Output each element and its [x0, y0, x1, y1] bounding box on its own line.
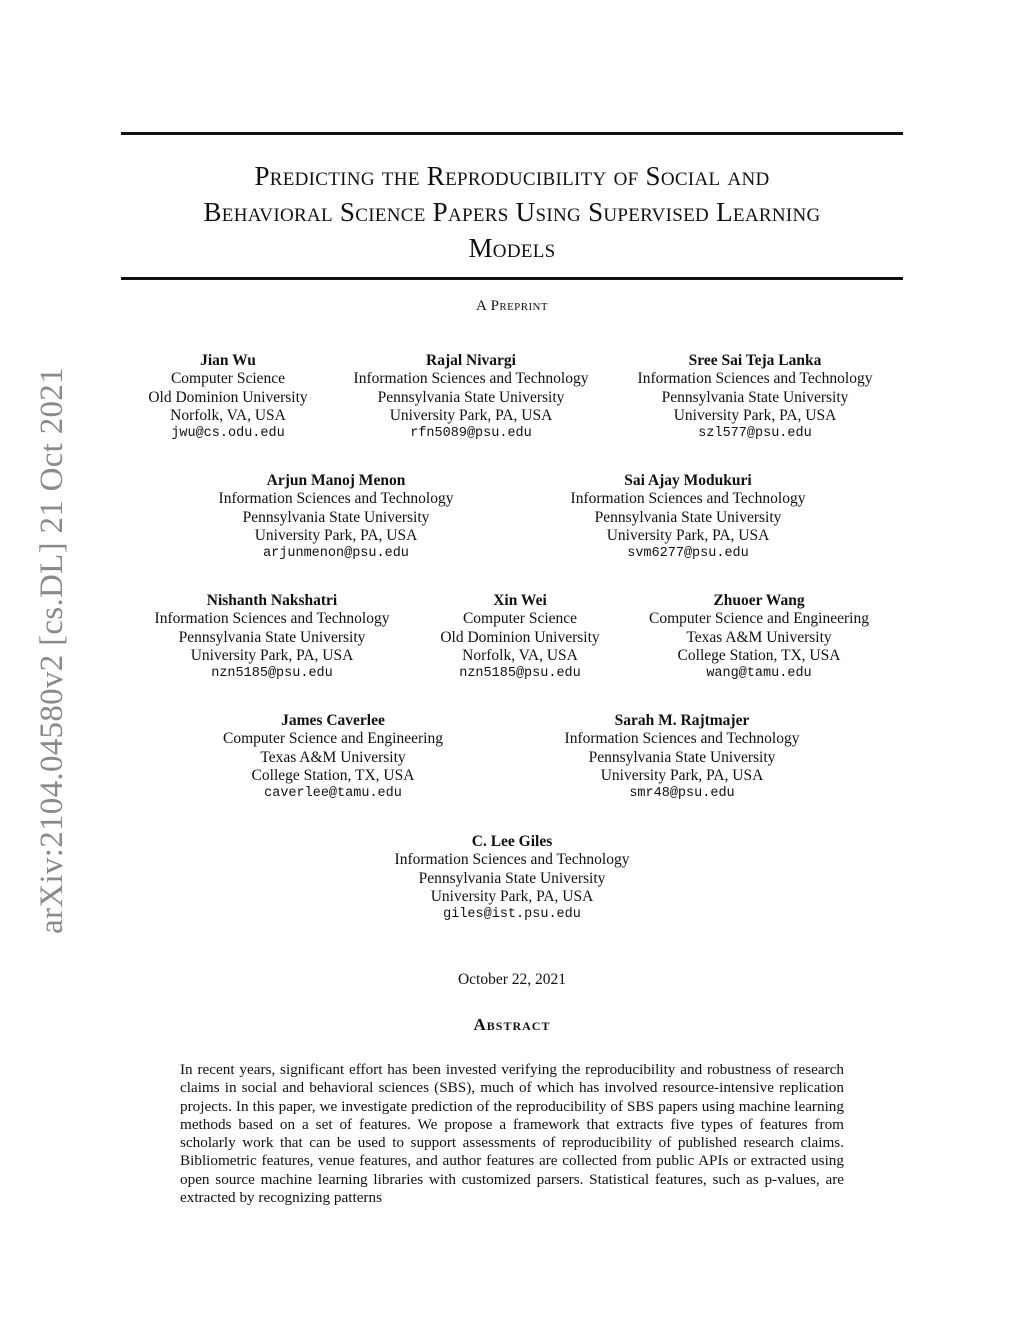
author-institution: Texas A&M University	[686, 628, 832, 646]
author-block	[193, 712, 473, 803]
author-institution: Pennsylvania State University	[588, 748, 776, 766]
author-name: Sai Ajay Modukuri	[624, 472, 752, 489]
author-name: Rajal Nivargi	[426, 352, 516, 369]
author-institution: Pennsylvania State University	[594, 508, 782, 526]
author-location: University Park, PA, USA	[600, 766, 764, 784]
title-line: Behavioral Science Papers Using Supervised Learning	[203, 197, 821, 227]
author-institution: Texas A&M University	[260, 748, 406, 766]
author-location: University Park, PA, USA	[254, 526, 418, 544]
author-institution: Pennsylvania State University	[178, 628, 366, 646]
author-name: Zhuoer Wang	[713, 592, 805, 609]
title-top-rule	[121, 132, 903, 135]
author-block	[196, 472, 476, 563]
author-institution: Pennsylvania State University	[661, 388, 849, 406]
author-block	[615, 352, 895, 443]
author-institution: Pennsylvania State University	[418, 869, 606, 887]
author-email: nzn5185@psu.edu	[459, 666, 581, 682]
author-email: jwu@cs.odu.edu	[171, 426, 285, 442]
author-email: szl577@psu.edu	[698, 426, 812, 442]
author-location: Norfolk, VA, USA	[170, 406, 286, 424]
author-email: smr48@psu.edu	[629, 786, 735, 802]
author-block	[548, 472, 828, 563]
author-department: Computer Science and Engineering	[223, 730, 443, 748]
author-department: Computer Science	[170, 370, 286, 388]
author-location: College Station, TX, USA	[677, 646, 841, 664]
author-name: Sarah M. Rajtmajer	[614, 712, 750, 729]
title-line: Models	[468, 233, 556, 263]
author-block	[380, 592, 660, 683]
author-department: Information Sciences and Technology	[564, 730, 800, 748]
author-block	[542, 712, 822, 803]
author-department: Information Sciences and Technology	[218, 490, 454, 508]
author-email: svm6277@psu.edu	[627, 546, 749, 562]
author-name: Xin Wei	[493, 592, 547, 609]
publication-date: October 22, 2021	[457, 971, 567, 988]
arxiv-id-text: arXiv:2104.04580v2 [cs.DL] 21 Oct 2021	[33, 366, 70, 934]
author-name: Nishanth Nakshatri	[206, 592, 338, 609]
author-name: Jian Wu	[200, 352, 256, 369]
author-location: Norfolk, VA, USA	[462, 646, 578, 664]
author-email: arjunmenon@psu.edu	[263, 546, 409, 562]
author-email: giles@ist.psu.edu	[443, 907, 581, 923]
author-block	[372, 833, 652, 924]
author-location: University Park, PA, USA	[430, 887, 594, 905]
author-name: Arjun Manoj Menon	[266, 472, 406, 489]
preprint-label: A Preprint	[476, 298, 548, 314]
author-block	[132, 592, 412, 683]
author-institution: Pennsylvania State University	[242, 508, 430, 526]
abstract-body: In recent years, significant effort has been invested verifying the reproducibility and robustness of research claims in social and behavioral sciences (SBS), much of which has involved resource-intensive replication projects. In this paper, we investigate prediction of the reproducibility of SBS papers using machine learning methods based on a set of features. We propose a framework that extracts five types of features from scholarly work that can be used to support assessments of reproducibility of published research claims. Bibliometric features, venue features, and author features are collected from public APIs or extracted using open source machine learning libraries with customized parsers. Statistical features, such as p-values, are extracted by recognizing patterns	[180, 1061, 844, 1207]
author-name: James Caverlee	[281, 712, 385, 729]
author-block	[619, 592, 899, 683]
author-department: Information Sciences and Technology	[394, 851, 630, 869]
author-name: Sree Sai Teja Lanka	[688, 352, 822, 369]
author-email: caverlee@tamu.edu	[264, 786, 402, 802]
author-email: wang@tamu.edu	[706, 666, 812, 682]
paper-title	[100, 158, 924, 266]
title-line: Predicting the Reproducibility of Social and	[254, 161, 770, 191]
author-location: University Park, PA, USA	[389, 406, 553, 424]
author-location: University Park, PA, USA	[673, 406, 837, 424]
author-department: Information Sciences and Technology	[637, 370, 873, 388]
author-department: Computer Science	[462, 610, 578, 628]
arxiv-sidebar-stamp	[30, 350, 74, 950]
author-institution: Old Dominion University	[440, 628, 600, 646]
author-location: University Park, PA, USA	[190, 646, 354, 664]
author-department: Information Sciences and Technology	[154, 610, 390, 628]
author-email: rfn5089@psu.edu	[410, 426, 532, 442]
author-email: nzn5185@psu.edu	[211, 666, 333, 682]
author-location: College Station, TX, USA	[251, 766, 415, 784]
title-bottom-rule	[121, 277, 903, 280]
author-department: Information Sciences and Technology	[570, 490, 806, 508]
author-block	[88, 352, 368, 443]
author-location: University Park, PA, USA	[606, 526, 770, 544]
author-department: Information Sciences and Technology	[353, 370, 589, 388]
abstract-heading: Abstract	[473, 1015, 551, 1034]
author-block	[331, 352, 611, 443]
author-name: C. Lee Giles	[471, 833, 553, 850]
author-institution: Old Dominion University	[148, 388, 308, 406]
author-institution: Pennsylvania State University	[377, 388, 565, 406]
author-department: Computer Science and Engineering	[649, 610, 869, 628]
